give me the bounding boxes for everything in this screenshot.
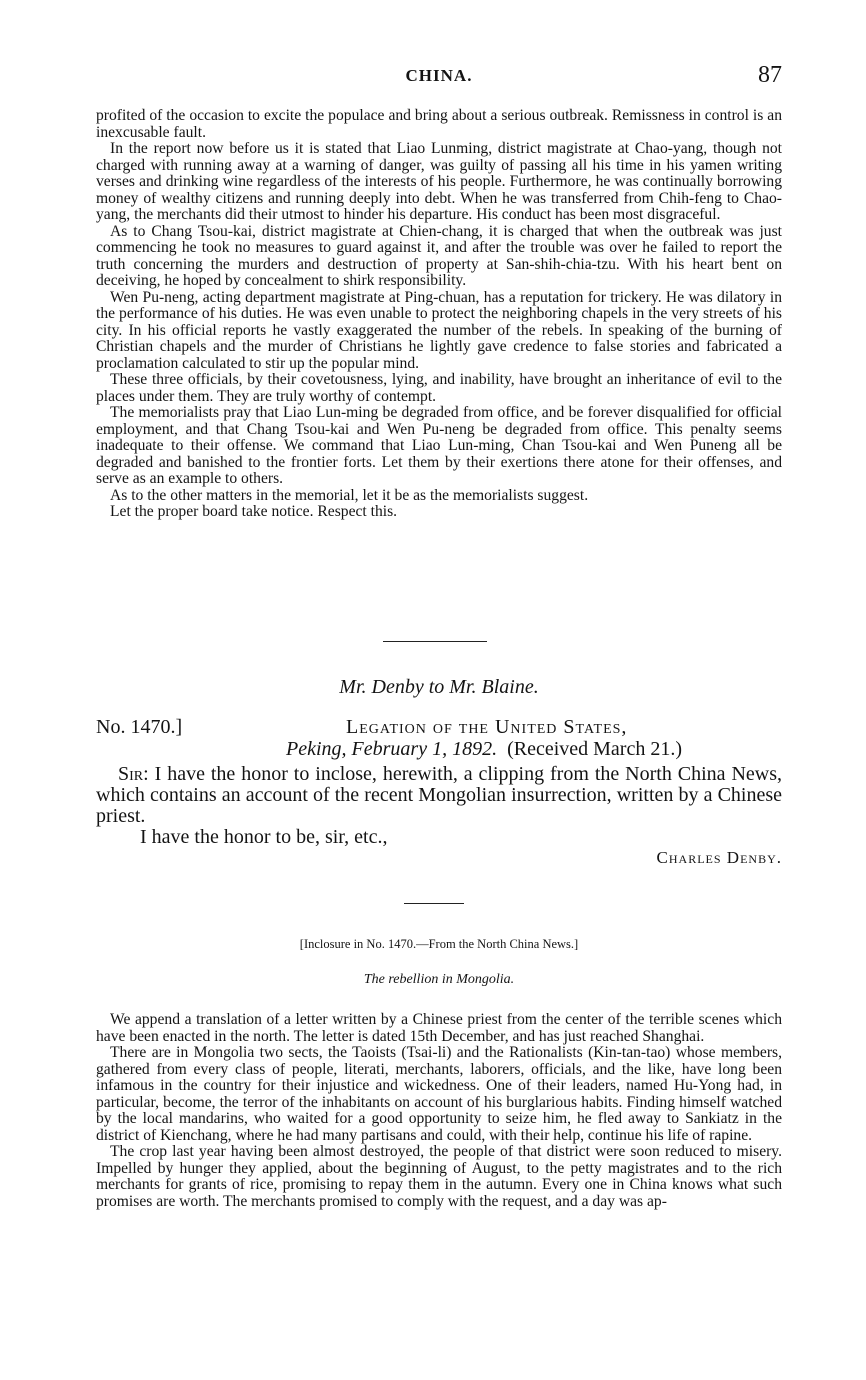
paragraph: Wen Pu-neng, acting department magistrate at Ping-chuan, has a reputation for trickery. He was dilatory in the performance of his duties. He was even unable to protect the neighboring chapels in the very streets of his city. In his official reports he vastly exaggerated the number of the rebels. In speaking of the burning of Christian chapels and the murder of Christians he lightly gave credence to false stories and fabricated a proclamation calculated to stir up the popular mind. — [96, 288, 782, 372]
paragraph: There are in Mongolia two sects, the Taoists (Tsai-li) and the Rationalists (Kin-tan-tao) whose members, gathered from every class of people, literati, merchants, laborers, officials, and the like, have long been infamous in the country for their injustice and wickedness. One of their leaders, named Hu-Yong had, in particular, become, the terror of the inhabitants on account of his burglarious habits. Finding himself watched by the local mandarins, who waited for a good opportunity to seize him, he fled away to Sankiatz in the district of Kienchang, where he had many partisans and could, with their help, continue his life of rapine. — [96, 1044, 782, 1144]
paragraph: Let the proper board take notice. Respect this. — [110, 503, 398, 520]
paragraph: profited of the occasion to excite the populace and bring about a serious outbreak. Remissness in control is an inexcusable fault. — [96, 107, 782, 141]
paragraph: As to the other matters in the memorial, let it be as the memorialists suggest. — [110, 486, 589, 504]
inclosure-text — [96, 1012, 782, 1210]
letter-text: I have the honor to inclose, herewith, a clipping from the North China News, which contains an account of the recent Mongolian insurrection, written by a Chinese priest. — [96, 763, 782, 827]
inclosure-note: [Inclosure in No. 1470.—From the North China News.] — [299, 937, 579, 951]
signature: Charles Denby. — [656, 848, 782, 867]
letter-closing: I have the honor to be, sir, etc., — [140, 826, 388, 848]
paragraph: We append a translation of a letter written by a Chinese priest from the center of the terrible scenes which have been enacted in the north. The letter is dated 15th December, and has just reached Shanghai. — [96, 1011, 782, 1045]
paragraph: As to Chang Tsou-kai, district magistrate at Chien-chang, it is charged that when the outbreak was just commencing he took no measures to guard against it, and after the trouble was over he failed to report the truth concerning the murders and destruction of property at San-shih-chia-tzu. With his heart bent on deceiving, he hoped by concealment to shirk responsibility. — [96, 222, 782, 289]
paragraph: The crop last year having been almost destroyed, the people of that district were soon reduced to misery. Impelled by hunger they applied, about the beginning of August, to the petty magistrates and to the rich merchants for grants of rice, promising to repay them in the autumn. Every one in China knows what such promises are worth. The merchants promised to comply with the request, and a day was ap- — [96, 1143, 782, 1210]
dateline — [286, 738, 682, 760]
paragraph: In the report now before us it is stated that Liao Lunming, district magistrate at Chao-yang, though not charged with running away at a warning of danger, was guilty of passing all his time in his yamen writing verses and drinking wine regardless of the interests of his people. Furthermore, he was continually borrowing money of wealthy citizens and running deeply into debt. When he was transferred from Chih-feng to Chao-yang, the merchants did their utmost to hinder his departure. His conduct has been most disgraceful. — [96, 140, 782, 223]
section-divider — [383, 641, 487, 642]
inclosure-title: The rebellion in Mongolia. — [363, 972, 515, 987]
received-date: (Received March 21.) — [507, 738, 682, 760]
dispatch-number: No. 1470.] — [96, 716, 183, 738]
salutation: Sir: — [118, 763, 149, 785]
running-head: CHINA. — [405, 66, 473, 85]
letter-paragraph — [96, 764, 782, 827]
place-date: Peking, February 1, 1892. — [286, 738, 498, 760]
section-divider — [404, 903, 464, 904]
letter-body — [96, 764, 782, 848]
legation-line: Legation of the United States, — [346, 716, 628, 738]
letter-heading: Mr. Denby to Mr. Blaine. — [339, 676, 539, 698]
page-header — [96, 62, 782, 92]
paragraph: The memorialists pray that Liao Lun-ming be degraded from office, and be forever disqualified for official employment, and that Chang Tsou-kai and Wen Pu-neng be degraded from office. This penalty seems inadequate to their offense. We command that Liao Lun-ming, Chan Tsou-kai and Wen Puneng all be degraded and banished to the frontier forts. Let them by their exertions there atone for their offenses, and serve as an example to others. — [96, 404, 782, 487]
paragraph: These three officials, by their covetousness, lying, and inability, have brought an inheritance of evil to the places under them. They are truly worthy of contempt. — [96, 371, 782, 405]
memorial-text — [96, 108, 782, 521]
page-number: 87 — [758, 62, 782, 88]
